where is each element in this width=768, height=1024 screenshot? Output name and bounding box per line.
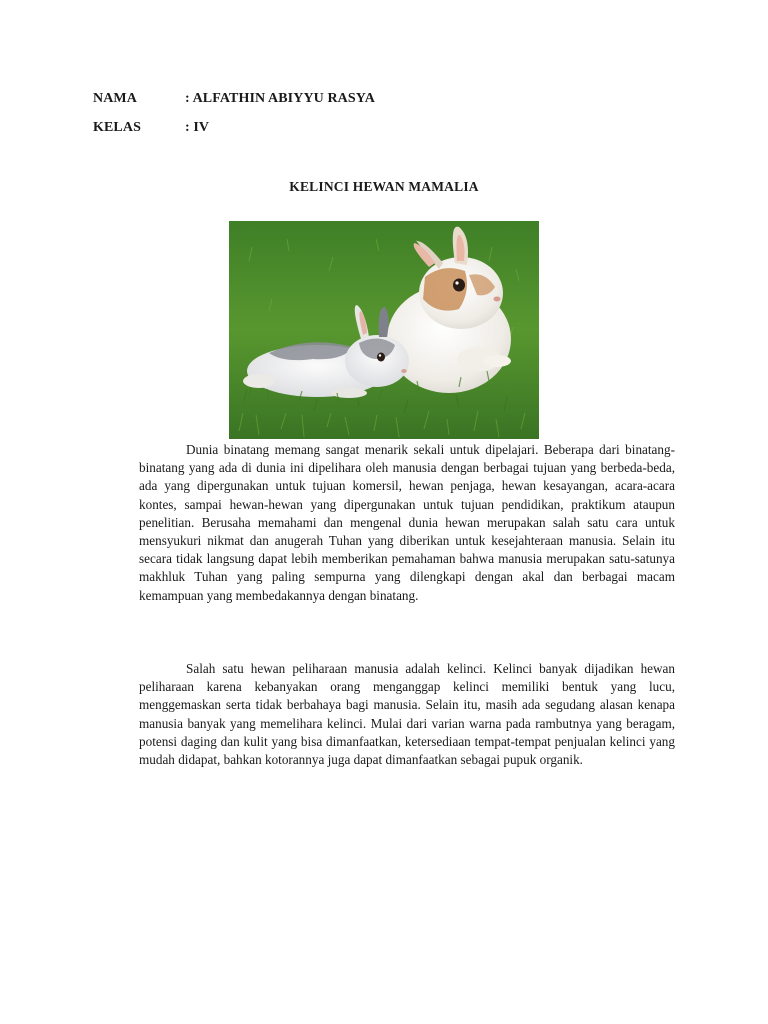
rabbit-photo [229, 221, 539, 439]
paragraph-2-text: Salah satu hewan peliharaan manusia adalah kelinci. Kelinci banyak dijadikan hewan peliharaan karena kebanyakan orang menganggap kelinci memiliki bentuk yang lucu, menggemaskan serta tidak berbahaya bagi manusia. Selain itu, masih ada segudang alasan kenapa manusia banyak yang memelihara kelinci. Mulai dari varian warna pada rambutnya yang beragam, potensi daging dan kulit yang bisa dimanfaatkan, ketersediaan tempat-tempat penjualan kelinci yang mudah didapat, bahkan kotorannya juga dapat dimanfaatkan sebagai pupuk organik. [139, 661, 675, 768]
paragraph-2 [139, 660, 675, 769]
class-label: KELAS [93, 120, 141, 135]
document-title: KELINCI HEWAN MAMALIA [289, 179, 479, 194]
name-label: NAMA [93, 91, 137, 106]
name-value: : ALFATHIN ABIYYU RASYA [185, 91, 375, 106]
paragraph-1-text: Dunia binatang memang sangat menarik sekali untuk dipelajari. Beberapa dari binatang-binatang yang ada di dunia ini dipelihara oleh manusia dengan berbagai tujuan yang berbeda-beda, ada yang dipergunakan untuk tujuan komersil, hewan penjaga, hewan kesayangan, acara-acara kontes, sampai hewan-hewan yang dipergunakan untuk tujuan pendidikan, praktikum ataupun penelitian. Berusaha memahami dan mengenal dunia hewan merupakan salah satu cara untuk mensyukuri nikmat dan anugerah Tuhan yang diberikan untuk kesejahteraan manusia. Selain itu secara tidak langsung dapat lebih memberikan pemahaman bahwa manusia merupakan satu-satunya makhluk Tuhan yang paling sempurna yang dilengkapi dengan akal dan berbagai macam kemampuan yang membedakannya dengan binatang. [139, 442, 675, 603]
class-value: : IV [185, 120, 210, 135]
name-field [93, 91, 375, 107]
paragraph-1 [139, 441, 675, 605]
class-field [93, 120, 209, 136]
